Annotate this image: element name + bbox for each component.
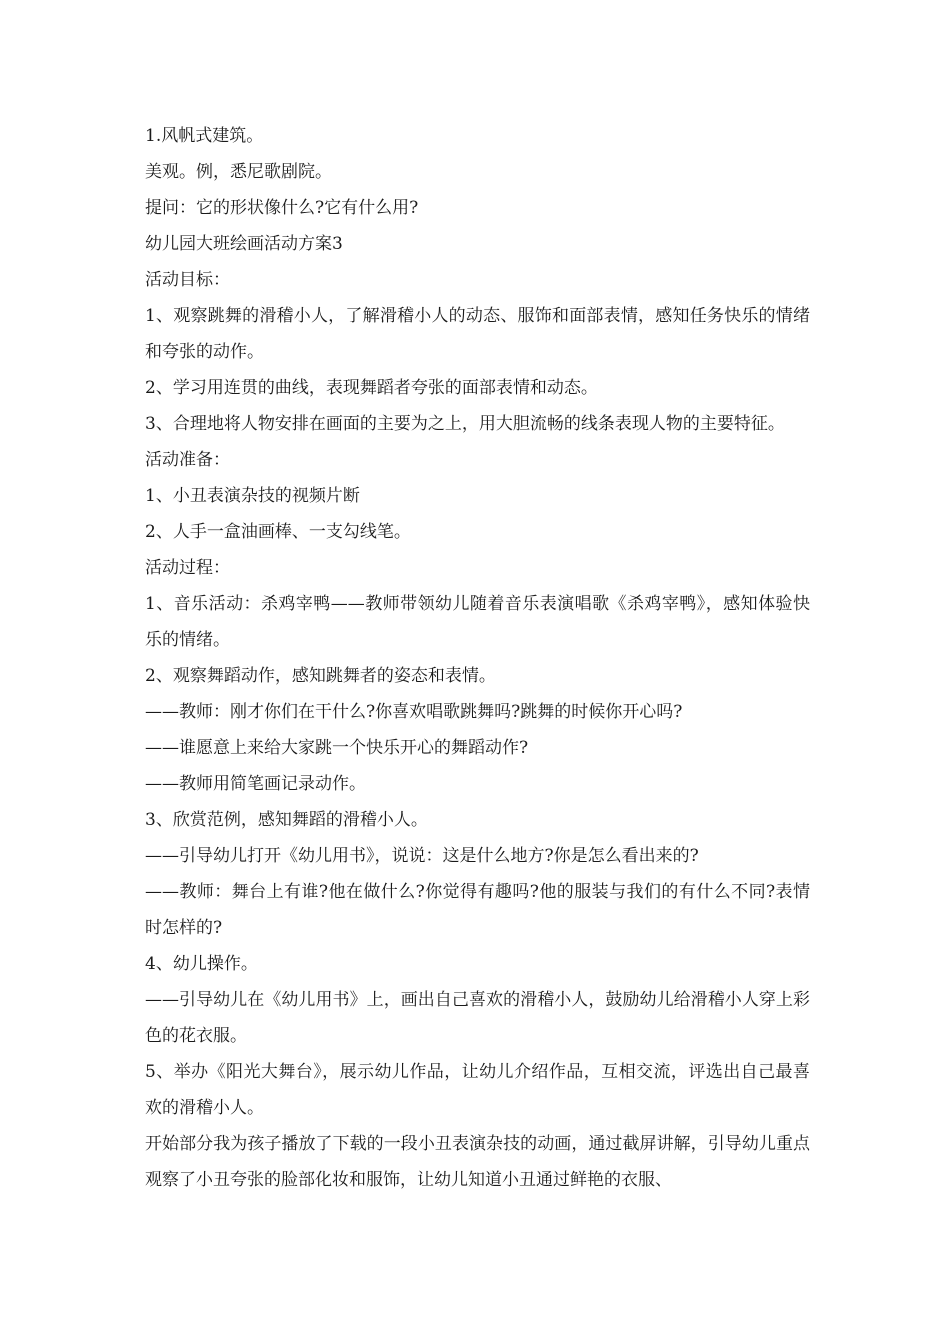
paragraph: 5、举办《阳光大舞台》，展示幼儿作品，让幼儿介绍作品，互相交流，评选出自己最喜欢的滑稽小人。 [145,1062,810,1118]
paragraph: 2、人手一盒油画棒、一支勾线笔。 [145,522,411,542]
section-title: 幼儿园大班绘画活动方案3 [145,234,343,254]
paragraph: ——引导幼儿打开《幼儿用书》，说说：这是什么地方?你是怎么看出来的? [145,846,699,866]
subheading-process: 活动过程： [145,558,230,578]
paragraph: 美观。例，悉尼歌剧院。 [145,162,332,182]
paragraph: 3、合理地将人物安排在画面的主要为之上，用大胆流畅的线条表现人物的主要特征。 [145,414,785,434]
paragraph: 3、欣赏范例，感知舞蹈的滑稽小人。 [145,810,428,830]
paragraph: 1、小丑表演杂技的视频片断 [145,486,360,506]
paragraph: 提问：它的形状像什么?它有什么用? [145,198,419,218]
paragraph: 2、学习用连贯的曲线，表现舞蹈者夸张的面部表情和动态。 [145,378,598,398]
paragraph: 开始部分我为孩子播放了下载的一段小丑表演杂技的动画，通过截屏讲解，引导幼儿重点观察了小丑夸张的脸部化妆和服饰，让幼儿知道小丑通过鲜艳的衣服、 [145,1134,810,1190]
subheading-preparation: 活动准备： [145,450,230,470]
paragraph: 4、幼儿操作。 [145,954,258,974]
subheading-goals: 活动目标： [145,270,230,290]
paragraph: ——谁愿意上来给大家跳一个快乐开心的舞蹈动作? [145,738,529,758]
paragraph: ——教师：刚才你们在干什么?你喜欢唱歌跳舞吗?跳舞的时候你开心吗? [145,702,683,722]
paragraph: 2、观察舞蹈动作，感知跳舞者的姿态和表情。 [145,666,496,686]
paragraph: 1.风帆式建筑。 [145,126,264,146]
paragraph: ——教师用简笔画记录动作。 [145,774,366,794]
paragraph: 1、观察跳舞的滑稽小人，了解滑稽小人的动态、服饰和面部表情，感知任务快乐的情绪和夸张的动作。 [145,306,810,362]
document-body [145,118,810,1198]
paragraph: ——教师：舞台上有谁?他在做什么?你觉得有趣吗?他的服装与我们的有什么不同?表情时怎样的? [145,882,810,938]
paragraph: ——引导幼儿在《幼儿用书》上，画出自己喜欢的滑稽小人，鼓励幼儿给滑稽小人穿上彩色的花衣服。 [145,990,810,1046]
paragraph: 1、音乐活动：杀鸡宰鸭——教师带领幼儿随着音乐表演唱歌《杀鸡宰鸭》，感知体验快乐的情绪。 [145,594,810,650]
